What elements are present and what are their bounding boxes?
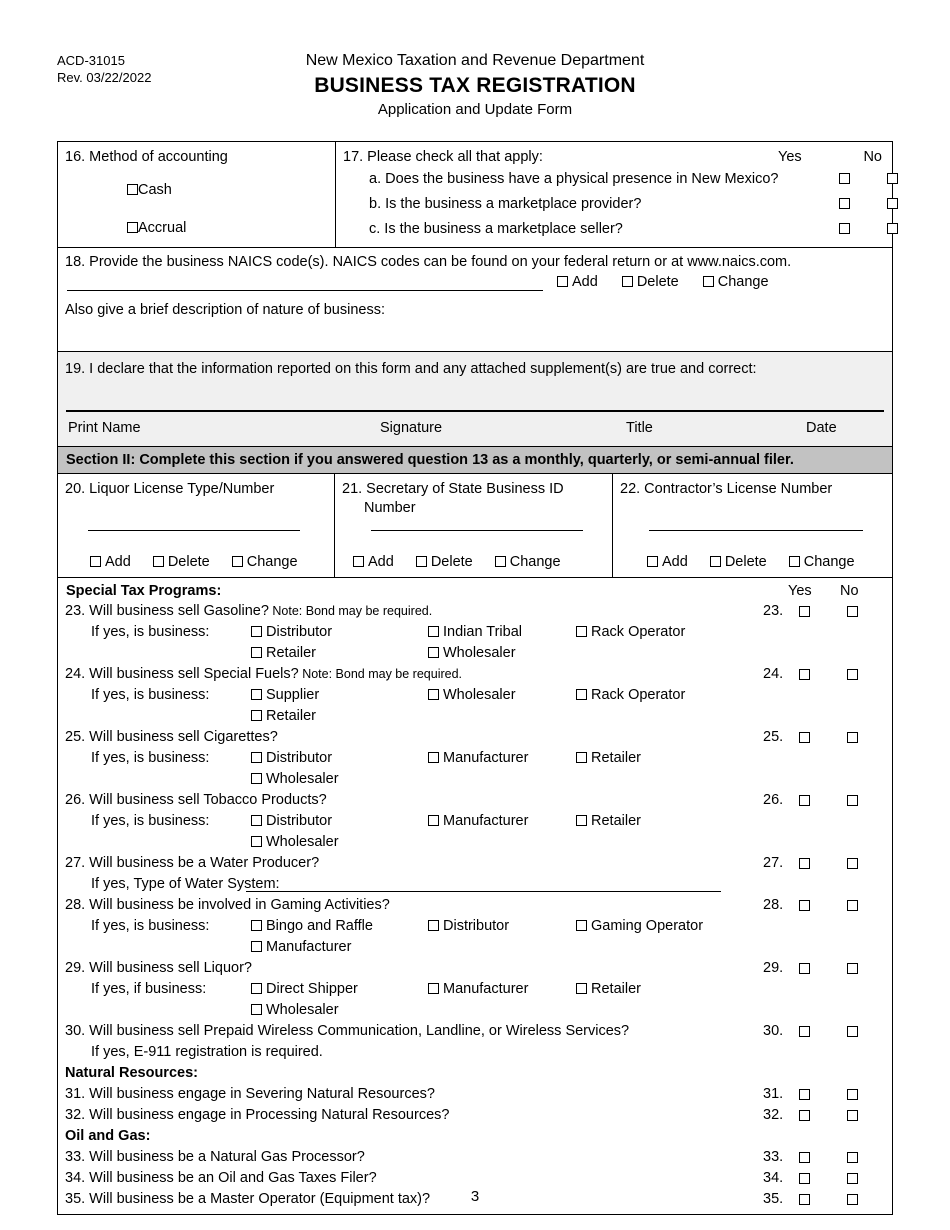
q16-cash-label: Cash — [138, 182, 172, 198]
q29-opt1: Direct Shipper — [266, 981, 358, 997]
checkbox-q29-direct-shipper[interactable] — [251, 983, 262, 994]
q28-opt1: Bingo and Raffle — [266, 918, 373, 934]
q24-opt2: Wholesaler — [443, 687, 516, 703]
q32-text: 32. Will business engage in Processing Natural Resources? — [65, 1107, 450, 1123]
q24-if-yes-label: If yes, is business: — [91, 687, 210, 703]
q28-number: 28. — [763, 897, 784, 913]
question-28 — [58, 896, 892, 917]
q23-text — [65, 603, 432, 619]
form-body — [57, 141, 893, 1215]
checkbox-q25-retailer[interactable] — [576, 752, 587, 763]
question-26 — [58, 791, 892, 812]
q32-number: 32. — [763, 1107, 784, 1123]
q23-options-row1 — [58, 623, 892, 644]
q17-no-header: No — [863, 149, 882, 165]
section2-banner: Section II: Complete this section if you answered question 13 as a monthly, quarterly, or semi-annual filer. — [58, 447, 892, 473]
q27-number: 27. — [763, 855, 784, 871]
checkbox-q22-add[interactable] — [647, 556, 658, 567]
question-19 — [58, 352, 892, 446]
checkbox-q28-distributor[interactable] — [428, 920, 439, 931]
q25-options-row1 — [58, 749, 892, 770]
question-16 — [58, 142, 336, 247]
checkbox-q26-retailer[interactable] — [576, 815, 587, 826]
q17-item-c-label: c. Is the business a marketplace seller? — [369, 221, 623, 237]
q17-item-a-label: a. Does the business have a physical presence in New Mexico? — [369, 171, 779, 187]
oil-and-gas-heading: Oil and Gas: — [65, 1128, 151, 1144]
stp-yes-header: Yes — [788, 583, 812, 599]
q29-opt3: Retailer — [591, 981, 641, 997]
checkbox-q34-no[interactable] — [847, 1173, 858, 1184]
q29-options-row1 — [58, 980, 892, 1001]
checkbox-q18-change[interactable] — [703, 276, 714, 287]
q26-number: 26. — [763, 792, 784, 808]
q23-opt1: Distributor — [266, 624, 333, 640]
checkbox-q23-distributor[interactable] — [251, 626, 262, 637]
checkbox-q25-distributor[interactable] — [251, 752, 262, 763]
checkbox-q17a-yes[interactable] — [839, 173, 850, 184]
row-accounting-marketplace — [58, 142, 892, 248]
checkbox-q31-no[interactable] — [847, 1089, 858, 1100]
checkbox-q32-yes[interactable] — [799, 1110, 810, 1121]
q20-add-label: Add — [105, 554, 131, 570]
q30-note-row — [58, 1043, 892, 1064]
q26-opt2: Manufacturer — [443, 813, 529, 829]
checkbox-q23-rack-operator[interactable] — [576, 626, 587, 637]
checkbox-q29-manufacturer[interactable] — [428, 983, 439, 994]
q22-add-label: Add — [662, 554, 688, 570]
natural-resources-header — [58, 1064, 892, 1085]
q25-opt1: Distributor — [266, 750, 333, 766]
checkbox-q33-yes[interactable] — [799, 1152, 810, 1163]
question-17 — [336, 142, 892, 247]
checkbox-q23-indian-tribal[interactable] — [428, 626, 439, 637]
checkbox-q26-wholesaler[interactable] — [251, 836, 262, 847]
q24-number: 24. — [763, 666, 784, 682]
q28-opt4: Manufacturer — [266, 939, 352, 955]
q26-options-row1 — [58, 812, 892, 833]
checkbox-q21-delete[interactable] — [416, 556, 427, 567]
q28-options-row2 — [58, 938, 892, 959]
q30-number: 30. — [763, 1023, 784, 1039]
q22-delete-label: Delete — [724, 554, 767, 570]
oil-and-gas-header — [58, 1127, 892, 1148]
q25-text: 25. Will business sell Cigarettes? — [65, 729, 278, 745]
row-declaration — [58, 352, 892, 447]
checkbox-q24-wholesaler[interactable] — [428, 689, 439, 700]
q29-opt4: Wholesaler — [266, 1002, 339, 1018]
q33-number: 33. — [763, 1149, 784, 1165]
page-title: BUSINESS TAX REGISTRATION — [314, 74, 636, 97]
checkbox-q29-no[interactable] — [847, 963, 858, 974]
question-18 — [58, 248, 892, 351]
q19-signature-label: Signature — [380, 420, 443, 436]
checkbox-q17c-yes[interactable] — [839, 223, 850, 234]
question-33 — [58, 1148, 892, 1169]
q27-water-system-row — [58, 875, 892, 896]
q16-accrual-label: Accrual — [138, 220, 187, 236]
q35-number: 35. — [763, 1191, 784, 1207]
q28-opt3: Gaming Operator — [591, 918, 704, 934]
checkbox-q28-no[interactable] — [847, 900, 858, 911]
q30-text: 30. Will business sell Prepaid Wireless Communication, Landline, or Wireless Services? — [65, 1023, 630, 1039]
q23-number: 23. — [763, 603, 784, 619]
checkbox-q24-retailer[interactable] — [251, 710, 262, 721]
checkbox-q20-delete[interactable] — [153, 556, 164, 567]
question-29 — [58, 959, 892, 980]
checkbox-q22-delete[interactable] — [710, 556, 721, 567]
question-25 — [58, 728, 892, 749]
q24-options-row1 — [58, 686, 892, 707]
q29-number: 29. — [763, 960, 784, 976]
checkbox-accrual[interactable] — [127, 222, 138, 233]
checkbox-q31-yes[interactable] — [799, 1089, 810, 1100]
checkbox-q26-no[interactable] — [847, 795, 858, 806]
q34-number: 34. — [763, 1170, 784, 1186]
question-30 — [58, 1022, 892, 1043]
q25-number: 25. — [763, 729, 784, 745]
question-32 — [58, 1106, 892, 1127]
q33-text: 33. Will business be a Natural Gas Processor? — [65, 1149, 365, 1165]
q27-water-label: If yes, Type of Water System: — [91, 876, 280, 892]
q20-input[interactable] — [88, 530, 300, 531]
checkbox-q32-no[interactable] — [847, 1110, 858, 1121]
checkbox-q33-no[interactable] — [847, 1152, 858, 1163]
checkbox-q25-no[interactable] — [847, 732, 858, 743]
question-27 — [58, 854, 892, 875]
q18-delete-label: Delete — [636, 274, 679, 290]
q29-text: 29. Will business sell Liquor? — [65, 960, 252, 976]
q26-text: 26. Will business sell Tobacco Products? — [65, 792, 327, 808]
q28-options-row1 — [58, 917, 892, 938]
checkbox-q25-yes[interactable] — [799, 732, 810, 743]
checkbox-q26-distributor[interactable] — [251, 815, 262, 826]
q26-if-yes-label: If yes, is business: — [91, 813, 210, 829]
checkbox-q34-yes[interactable] — [799, 1173, 810, 1184]
q24-options-row2 — [58, 707, 892, 728]
checkbox-q23-no[interactable] — [847, 606, 858, 617]
department-name: New Mexico Taxation and Revenue Department — [305, 52, 645, 69]
q21-delete-label: Delete — [430, 554, 473, 570]
q19-print-name-label: Print Name — [68, 420, 141, 436]
form-revision: Rev. 03/22/2022 — [57, 70, 152, 85]
checkbox-q25-wholesaler[interactable] — [251, 773, 262, 784]
checkbox-q26-yes[interactable] — [799, 795, 810, 806]
q16-option-accrual[interactable] — [127, 219, 335, 237]
checkbox-q24-supplier[interactable] — [251, 689, 262, 700]
checkbox-q23-wholesaler[interactable] — [428, 647, 439, 658]
q24-opt4: Retailer — [266, 708, 316, 724]
q17-item-a — [369, 171, 892, 190]
q25-opt4: Wholesaler — [266, 771, 339, 787]
q24-note: Note: Bond may be required. — [298, 667, 463, 681]
q23-main: 23. Will business sell Gasoline? — [65, 603, 269, 619]
q18-description-input[interactable] — [65, 318, 885, 344]
checkbox-q23-yes[interactable] — [799, 606, 810, 617]
checkbox-q24-yes[interactable] — [799, 669, 810, 680]
q23-note: Note: Bond may be required. — [268, 604, 433, 618]
checkbox-q18-delete[interactable] — [622, 276, 633, 287]
q24-opt3: Rack Operator — [591, 687, 686, 703]
q17-item-c — [369, 221, 892, 240]
page-number: 3 — [470, 1188, 480, 1205]
page-header — [0, 0, 950, 130]
q24-main: 24. Will business sell Special Fuels? — [65, 666, 299, 682]
q23-opt5: Wholesaler — [443, 645, 516, 661]
q24-text — [65, 666, 462, 682]
q34-text: 34. Will business be an Oil and Gas Taxes Filer? — [65, 1170, 377, 1186]
q19-date-label: Date — [806, 420, 837, 436]
special-tax-programs-section — [58, 578, 892, 1214]
q17-label: 17. Please check all that apply: — [343, 149, 543, 165]
q17-yes-header: Yes — [778, 149, 802, 165]
q16-option-cash[interactable] — [127, 181, 335, 199]
stp-heading: Special Tax Programs: — [66, 583, 222, 599]
checkbox-q21-add[interactable] — [353, 556, 364, 567]
q23-opt3: Rack Operator — [591, 624, 686, 640]
checkbox-q17b-no[interactable] — [887, 198, 898, 209]
row-section2-banner — [58, 447, 892, 474]
q23-opt4: Retailer — [266, 645, 316, 661]
row-special-tax-programs — [58, 578, 892, 1214]
q21-label — [342, 480, 606, 518]
question-31 — [58, 1085, 892, 1106]
form-titles — [0, 50, 950, 121]
q29-options-row2 — [58, 1001, 892, 1022]
q21-actions — [353, 554, 561, 570]
checkbox-q30-no[interactable] — [847, 1026, 858, 1037]
form-subtitle: Application and Update Form — [377, 101, 573, 118]
q18-label: 18. Provide the business NAICS code(s). NAICS codes can be found on your federal return or at www.naics.com. — [65, 254, 792, 270]
checkbox-q28-bingo-and-raffle[interactable] — [251, 920, 262, 931]
checkbox-q29-retailer[interactable] — [576, 983, 587, 994]
checkbox-q17c-no[interactable] — [887, 223, 898, 234]
checkbox-q24-no[interactable] — [847, 669, 858, 680]
checkbox-q28-gaming-operator[interactable] — [576, 920, 587, 931]
q26-opt1: Distributor — [266, 813, 333, 829]
q20-change-label: Change — [246, 554, 298, 570]
question-22 — [613, 474, 892, 577]
q22-change-label: Change — [803, 554, 855, 570]
natural-resources-heading: Natural Resources: — [65, 1065, 198, 1081]
checkbox-q27-no[interactable] — [847, 858, 858, 869]
q27-text: 27. Will business be a Water Producer? — [65, 855, 320, 871]
q25-opt3: Retailer — [591, 750, 641, 766]
q21-input[interactable] — [371, 530, 583, 531]
q22-label: 22. Contractor’s License Number — [620, 481, 833, 497]
q26-options-row2 — [58, 833, 892, 854]
q31-number: 31. — [763, 1086, 784, 1102]
q25-opt2: Manufacturer — [443, 750, 529, 766]
row-licenses — [58, 474, 892, 578]
q25-options-row2 — [58, 770, 892, 791]
q17-yesno-headers — [778, 149, 882, 165]
q17-item-b — [369, 196, 892, 215]
q29-opt2: Manufacturer — [443, 981, 529, 997]
q19-title-label: Title — [626, 420, 653, 436]
q24-opt1: Supplier — [266, 687, 320, 703]
q28-text: 28. Will business be involved in Gaming Activities? — [65, 897, 390, 913]
q26-opt3: Retailer — [591, 813, 641, 829]
q29-if-yes-label: If yes, if business: — [91, 981, 207, 997]
checkbox-q22-change[interactable] — [789, 556, 800, 567]
q23-options-row2 — [58, 644, 892, 665]
checkbox-q30-yes[interactable] — [799, 1026, 810, 1037]
q18-add-label: Add — [572, 274, 598, 290]
q19-field-labels — [58, 412, 892, 446]
q18-entry-row — [65, 274, 885, 300]
q26-opt4: Wholesaler — [266, 834, 339, 850]
q23-if-yes-label: If yes, is business: — [91, 624, 210, 640]
question-34 — [58, 1169, 892, 1190]
q18-naics-input[interactable] — [67, 290, 543, 291]
q16-label: 16. Method of accounting — [65, 149, 228, 165]
q28-if-yes-label: If yes, is business: — [91, 918, 210, 934]
checkbox-q20-add[interactable] — [90, 556, 101, 567]
checkbox-q18-add[interactable] — [557, 276, 568, 287]
checkbox-q21-change[interactable] — [495, 556, 506, 567]
stp-no-header: No — [840, 583, 859, 599]
q28-opt2: Distributor — [443, 918, 510, 934]
checkbox-q17a-no[interactable] — [887, 173, 898, 184]
checkbox-q29-wholesaler[interactable] — [251, 1004, 262, 1015]
q17-item-b-label: b. Is the business a marketplace provider? — [369, 196, 642, 212]
stp-header-row — [58, 582, 892, 602]
q22-actions — [647, 554, 855, 570]
q21-label-line2: Number — [364, 500, 416, 516]
q20-actions — [90, 554, 298, 570]
checkbox-q28-manufacturer[interactable] — [251, 941, 262, 952]
checkbox-q17b-yes[interactable] — [839, 198, 850, 209]
checkbox-q26-manufacturer[interactable] — [428, 815, 439, 826]
q22-input[interactable] — [649, 530, 863, 531]
q31-text: 31. Will business engage in Severing Natural Resources? — [65, 1086, 435, 1102]
q18-actions — [557, 274, 793, 290]
q25-if-yes-label: If yes, is business: — [91, 750, 210, 766]
checkbox-q29-yes[interactable] — [799, 963, 810, 974]
checkbox-q28-yes[interactable] — [799, 900, 810, 911]
q20-delete-label: Delete — [167, 554, 210, 570]
question-24 — [58, 665, 892, 686]
q35-text: 35. Will business be a Master Operator (Equipment tax)? — [65, 1191, 431, 1207]
checkbox-q25-manufacturer[interactable] — [428, 752, 439, 763]
q21-change-label: Change — [509, 554, 561, 570]
q21-label-line1: 21. Secretary of State Business ID — [342, 481, 564, 497]
form-number: ACD-31015 — [57, 53, 125, 68]
checkbox-q23-retailer[interactable] — [251, 647, 262, 658]
question-20 — [58, 474, 335, 577]
q30-note: If yes, E-911 registration is required. — [91, 1044, 323, 1060]
q23-opt2: Indian Tribal — [443, 624, 522, 640]
q21-add-label: Add — [368, 554, 394, 570]
q18-change-label: Change — [717, 274, 769, 290]
checkbox-cash[interactable] — [127, 184, 138, 195]
checkbox-q27-yes[interactable] — [799, 858, 810, 869]
row-naics — [58, 248, 892, 352]
question-23 — [58, 602, 892, 623]
q20-label: 20. Liquor License Type/Number — [65, 481, 275, 497]
q18-description-label: Also give a brief description of nature of business: — [65, 302, 385, 318]
question-21 — [335, 474, 613, 577]
checkbox-q24-rack-operator[interactable] — [576, 689, 587, 700]
checkbox-q20-change[interactable] — [232, 556, 243, 567]
q27-water-input[interactable] — [246, 891, 721, 892]
q19-declaration-text: 19. I declare that the information reported on this form and any attached supplement(s) are true and correct: — [65, 361, 757, 377]
